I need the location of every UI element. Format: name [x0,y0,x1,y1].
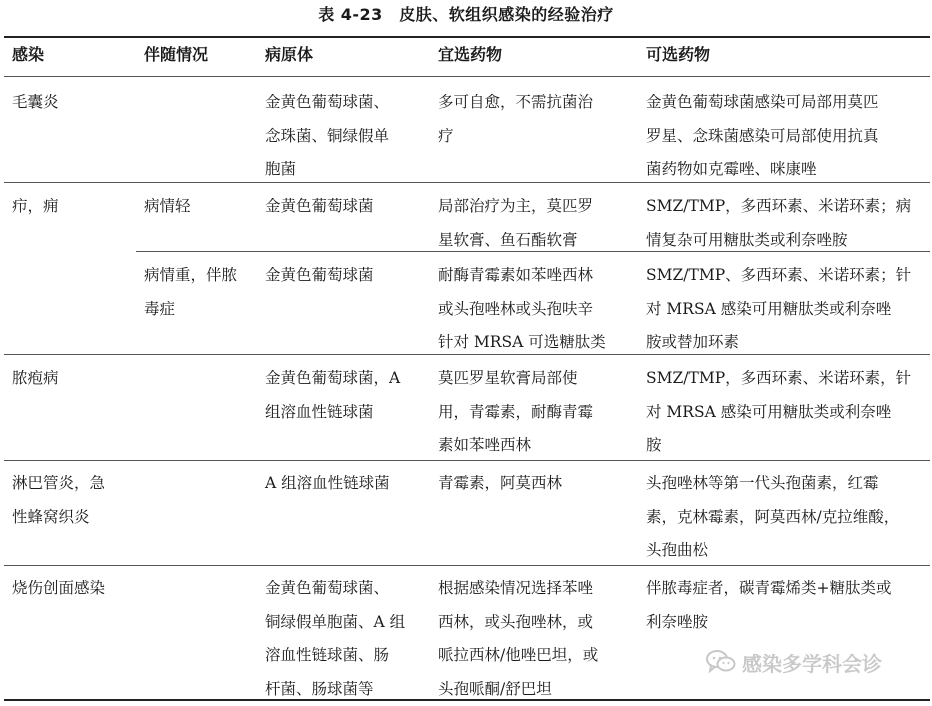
header-condition: 伴随情况 [144,42,208,68]
cell-preferred-drugs-line: 多可自愈，不需抗菌治 [438,86,593,120]
cell-infection-line: 性蜂窝织炎 [12,501,90,535]
row-divider [4,565,930,566]
cell-preferred-drugs-line: 哌拉西林/他唑巴坦，或 [438,639,598,673]
cell-pathogen-line: 组溶血性链球菌 [265,396,374,430]
header-preferred-drugs: 宜选药物 [438,42,502,68]
cell-preferred-drugs-line: 或头孢唑林或头孢呋辛 [438,293,593,327]
cell-alternative-drugs-line: 伴脓毒症者，碳青霉烯类+糖肽类或 [646,572,892,606]
cell-preferred-drugs-line: 青霉素，阿莫西林 [438,467,562,501]
watermark [706,648,882,676]
cell-pathogen-line: 金黄色葡萄球菌、 [265,86,389,120]
cell-alternative-drugs-line: 罗星、念珠菌感染可局部使用抗真 [646,120,879,154]
cell-alternative-drugs-line: 菌药物如克霉唑、咪康唑 [646,153,817,187]
cell-condition-line: 病情轻 [144,190,191,224]
cell-alternative-drugs-line: 利奈唑胺 [646,606,708,640]
cell-infection-line: 淋巴管炎，急 [12,467,105,501]
cell-alternative-drugs-line: 情复杂可用糖肽类或利奈唑胺 [646,224,848,258]
cell-pathogen-line: 金黄色葡萄球菌 [265,259,374,293]
cell-alternative-drugs-line: SMZ/TMP，多西环素、米诺环素；病 [646,190,911,224]
cell-alternative-drugs-line: 对 MRSA 感染可用糖肽类或利奈唑 [646,396,891,430]
cell-pathogen-line: 铜绿假单胞菌、A 组 [265,606,405,640]
cell-alternative-drugs-line: 胺 [646,429,662,463]
cell-alternative-drugs-line: 头孢唑林等第一代头孢菌素，红霉 [646,467,879,501]
cell-pathogen-line: 杆菌、肠球菌等 [265,673,374,706]
table-title: 表 4-23 皮肤、软组织感染的经验治疗 [0,4,932,26]
cell-preferred-drugs-line: 西林，或头孢唑林，或 [438,606,593,640]
cell-pathogen-line: 金黄色葡萄球菌、 [265,572,389,606]
cell-infection-line: 毛囊炎 [12,86,59,120]
cell-infection-line: 疖，痈 [12,190,59,224]
table-top-rule [4,36,930,38]
cell-alternative-drugs-line: 素，克林霉素，阿莫西林/克拉维酸， [646,501,899,535]
cell-pathogen-line: A 组溶血性链球菌 [265,467,390,501]
cell-infection-line: 脓疱病 [12,362,59,396]
cell-preferred-drugs-line: 局部治疗为主，莫匹罗 [438,190,593,224]
cell-pathogen-line: 金黄色葡萄球菌，A [265,362,400,396]
cell-condition-line: 毒症 [144,293,175,327]
cell-alternative-drugs-line: SMZ/TMP，多西环素、米诺环素，针 [646,362,911,396]
header-pathogen: 病原体 [265,42,313,68]
header-rule [4,76,930,77]
cell-alternative-drugs-line: 金黄色葡萄球菌感染可局部用莫匹 [646,86,879,120]
cell-infection-line: 烧伤创面感染 [12,572,105,606]
cell-preferred-drugs-line: 用，青霉素，耐酶青霉 [438,396,593,430]
header-alternative-drugs: 可选药物 [646,42,710,68]
header-infection: 感染 [12,42,44,68]
cell-alternative-drugs-line: SMZ/TMP、多西环素、米诺环素；针 [646,259,911,293]
cell-pathogen-line: 溶血性链球菌、肠 [265,639,389,673]
cell-preferred-drugs-line: 素如苯唑西林 [438,429,531,463]
cell-alternative-drugs-line: 对 MRSA 感染可用糖肽类或利奈唑 [646,293,891,327]
cell-preferred-drugs-line: 莫匹罗星软膏局部使 [438,362,578,396]
cell-preferred-drugs-line: 疗 [438,120,454,154]
cell-preferred-drugs-line: 耐酶青霉素如苯唑西林 [438,259,593,293]
cell-preferred-drugs-line: 星软膏、鱼石酯软膏 [438,224,578,258]
cell-pathogen-line: 金黄色葡萄球菌 [265,190,374,224]
cell-pathogen-line: 胞菌 [265,153,296,187]
cell-alternative-drugs-line: 胺或替加环素 [646,326,739,360]
cell-alternative-drugs-line: 头孢曲松 [646,534,708,568]
cell-preferred-drugs-line: 针对 MRSA 可选糖肽类 [438,326,606,360]
cell-preferred-drugs-line: 头孢哌酮/舒巴坦 [438,673,552,706]
cell-condition-line: 病情重，伴脓 [144,259,237,293]
cell-pathogen-line: 念珠菌、铜绿假单 [265,120,389,154]
wechat-icon [706,649,736,675]
cell-preferred-drugs-line: 根据感染情况选择苯唑 [438,572,593,606]
watermark-text: 感染多学科会诊 [742,648,882,677]
